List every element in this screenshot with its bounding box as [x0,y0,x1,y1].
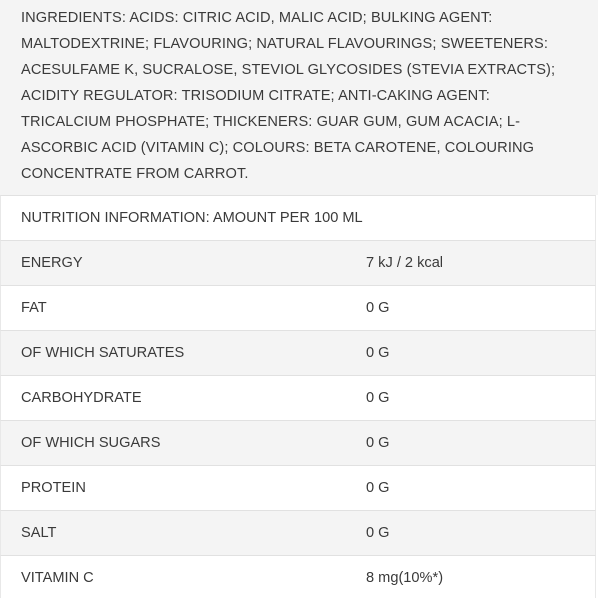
row-label: ENERGY [21,255,83,271]
table-row [0,375,596,420]
table-row [0,240,596,285]
table-row [0,420,596,465]
table-row [0,465,596,510]
table-row [0,555,596,598]
row-value: 0 G [366,525,390,541]
table-row [0,285,596,330]
row-label: PROTEIN [21,480,86,496]
row-value: 0 G [366,300,390,316]
row-label: VITAMIN C [21,570,94,586]
row-label: SALT [21,525,57,541]
row-value: 7 kJ / 2 kcal [366,255,444,271]
row-value: 0 G [366,390,390,406]
row-label: OF WHICH SUGARS [21,435,161,451]
row-label: FAT [21,300,47,316]
row-value: 0 G [366,345,390,361]
row-value: 0 G [366,435,390,451]
row-value: 0 G [366,480,390,496]
nutrition-header: NUTRITION INFORMATION: AMOUNT PER 100 ML [21,210,363,226]
table-row [0,510,596,555]
nutrition-header-row [0,195,596,240]
row-label: CARBOHYDRATE [21,390,142,406]
row-label: OF WHICH SATURATES [21,345,185,361]
row-value: 8 mg(10%*) [366,570,444,586]
table-row [0,330,596,375]
ingredients-text: INGREDIENTS: ACIDS: CITRIC ACID, MALIC ACID; BULKING AGENT: MALTODEXTRINE; FLAVOURING; NATURAL FLAVOURINGS; SWEETENERS: ACESULFAME K, SUCRALOSE, STEVIOL GLYCOSIDES (STEVIA EXTRACTS); ACIDITY REGULATOR: TRISODIUM CITRATE; ANTI-CAKING AGENT: TRICALCIUM PHOSPHATE; THICKENERS: GUAR GUM, GUM ACACIA; L-ASCORBIC ACID (VITAMIN C); COLOURS: BETA CAROTENE, COLOURING CONCENTRATE FROM CARROT. [0,0,598,195]
